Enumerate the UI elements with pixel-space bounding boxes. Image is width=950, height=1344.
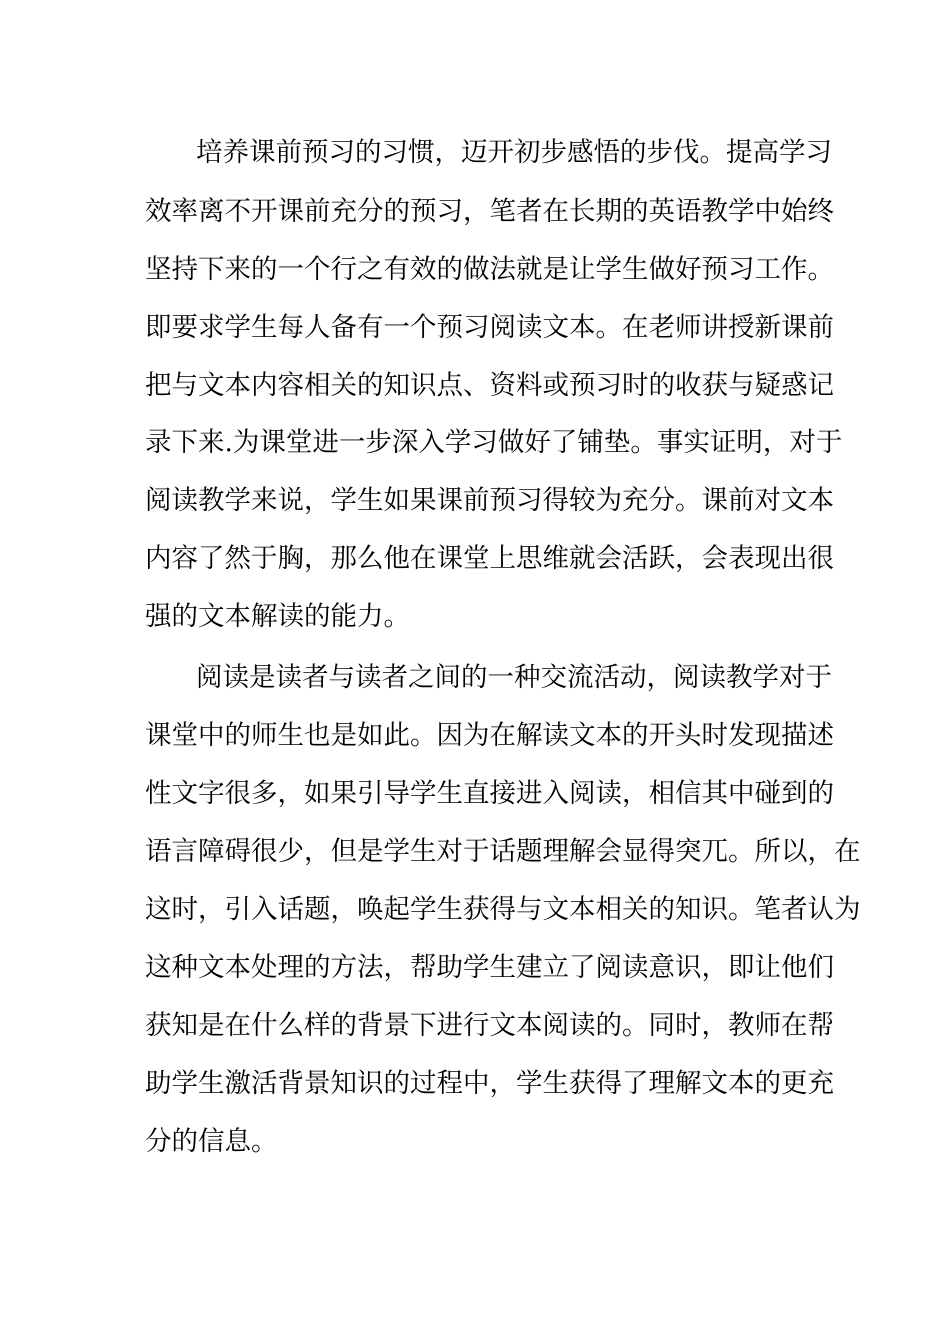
text-line: 获知是在什么样的背景下进行文本阅读的。同时，教师在帮 (145, 1010, 834, 1041)
text-line: 内容了然于胸，那么他在课堂上思维就会活跃，会表现出很 (145, 543, 834, 574)
text-line: 课堂中的师生也是如此。因为在解读文本的开头时发现描述 (145, 720, 834, 751)
text-line: 把与文本内容相关的知识点、资料或预习时的收获与疑惑记 (145, 370, 834, 401)
text-line: 这时，引入话题，唤起学生获得与文本相关的知识。笔者认为 (145, 894, 861, 925)
text-line: 分的信息。 (145, 1126, 278, 1157)
text-line: 性文字很多，如果引导学生直接进入阅读，相信其中碰到的 (145, 778, 834, 809)
text-line: 录下来.为课堂进一步深入学习做好了铺垫。事实证明，对于 (145, 427, 843, 458)
text-line: 阅读教学来说，学生如果课前预习得较为充分。课前对文本 (145, 485, 834, 516)
text-line: 即要求学生每人备有一个预习阅读文本。在老师讲授新课前 (145, 312, 834, 343)
text-line: 这种文本处理的方法，帮助学生建立了阅读意识，即让他们 (145, 952, 834, 983)
text-line: 效率离不开课前充分的预习，笔者在长期的英语教学中始终 (145, 196, 834, 227)
text-line: 培养课前预习的习惯，迈开初步感悟的步伐。提高学习 (196, 137, 832, 168)
text-line: 助学生激活背景知识的过程中，学生获得了理解文本的更充 (145, 1068, 834, 1099)
text-line: 阅读是读者与读者之间的一种交流活动，阅读教学对于 (196, 662, 832, 693)
text-line: 语言障碍很少，但是学生对于话题理解会显得突兀。所以，在 (145, 836, 861, 867)
text-line: 强的文本解读的能力。 (145, 601, 410, 632)
text-line: 坚持下来的一个行之有效的做法就是让学生做好预习工作。 (145, 254, 834, 285)
